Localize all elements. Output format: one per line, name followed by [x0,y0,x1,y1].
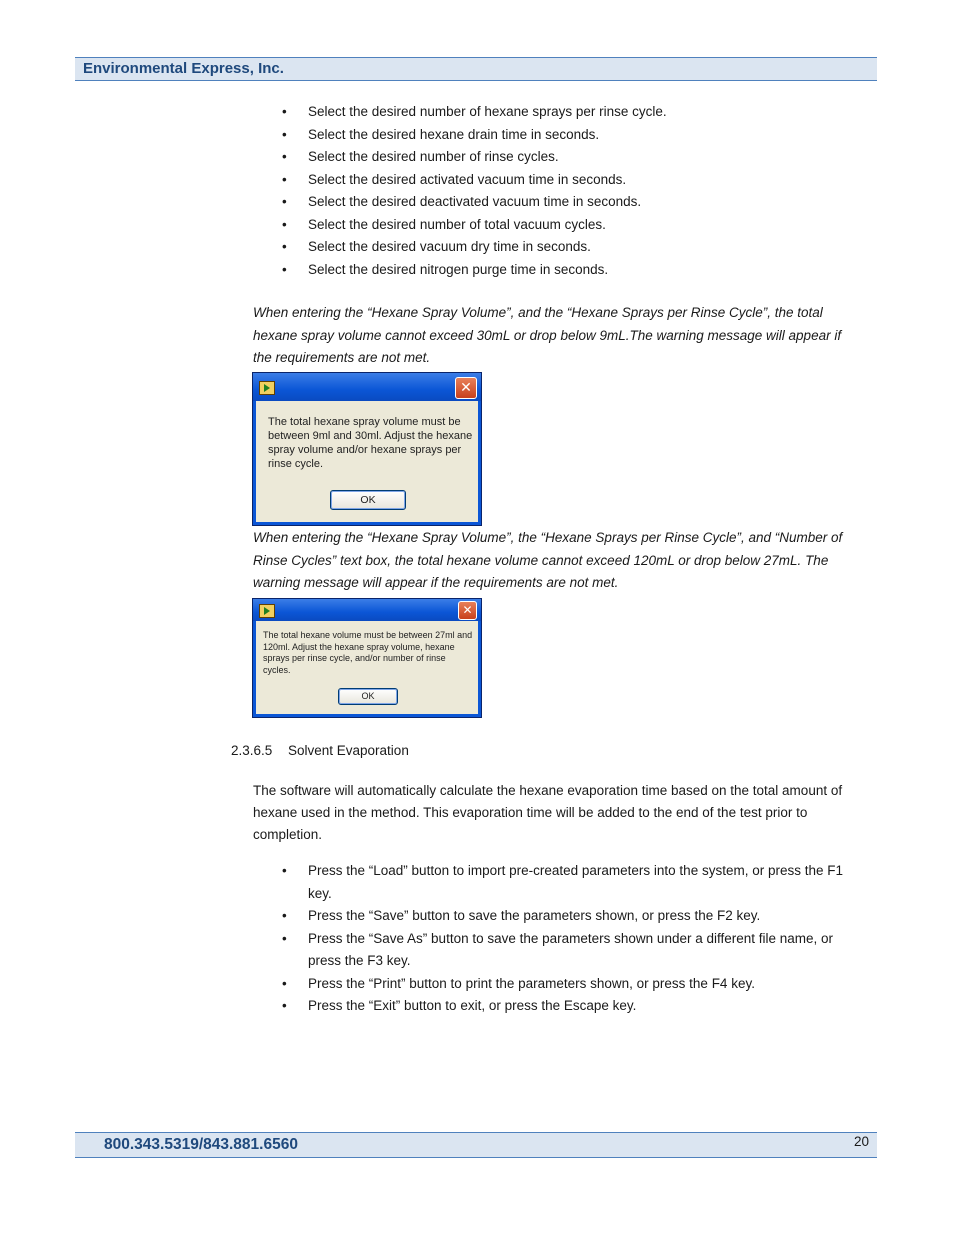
page-footer [75,1132,877,1158]
evaporation-paragraph: The software will automatically calculate the hexane evaporation time based on the total amount of hexane used in the method. This evaporation time will be added to the end of the test prior to completion. [253,783,843,842]
list-item: • Select the desired vacuum dry time in seconds. [282,236,762,259]
dialog-body [253,401,481,525]
close-icon[interactable]: ✕ [458,601,477,620]
dialog-body [253,621,481,717]
list-item: • Press the “Exit” button to exit, or press the Escape key. [282,995,862,1018]
total-volume-warning-dialog [252,598,482,718]
list-item: • Select the desired activated vacuum time in seconds. [282,169,762,192]
total-volume-note: When entering the “Hexane Spray Volume”, the “Hexane Sprays per Rinse Cycle”, and “Number of Rinse Cycles” text box, the total hexane volume cannot exceed 120mL or drop below 27mL. The warning message will appear if the requirements are not met. [253,530,843,590]
page-number: 20 [853,1134,869,1149]
page-header [75,57,877,81]
list-item: • Select the desired hexane drain time in seconds. [282,124,762,147]
company-name: Environmental Express, Inc. [83,60,284,77]
list-item: • Select the desired nitrogen purge time in seconds. [282,259,762,282]
dialog-titlebar [253,373,481,401]
close-icon[interactable]: ✕ [455,377,477,399]
list-item: • Press the “Load” button to import pre-created parameters into the system, or press the F1 key. [282,860,862,905]
footer-phone: 800.343.5319/843.881.6560 [104,1136,298,1153]
labview-app-icon [259,381,275,395]
parameter-bullet-list [282,101,762,281]
list-item: • Select the desired number of hexane sprays per rinse cycle. [282,101,762,124]
section-heading [231,743,409,758]
labview-app-icon [259,604,275,618]
ok-button[interactable]: OK [330,490,406,510]
list-item: • Select the desired number of rinse cycles. [282,146,762,169]
list-item: • Press the “Print” button to print the parameters shown, or press the F4 key. [282,973,862,996]
dialog-titlebar [253,599,481,621]
list-item: • Select the desired number of total vacuum cycles. [282,214,762,237]
list-item: • Press the “Save As” button to save the parameters shown under a different file name, or press the F3 key. [282,928,862,973]
list-item: • Select the desired deactivated vacuum time in seconds. [282,191,762,214]
dialog-message: The total hexane volume must be between 27ml and 120ml. Adjust the hexane spray volume, hexane sprays per rinse cycle, and/or number of rinse cycles. [263,630,473,675]
section-title: Solvent Evaporation [288,743,409,758]
button-bullet-list [282,860,862,1018]
ok-button[interactable]: OK [338,688,398,705]
list-item: • Press the “Save” button to save the parameters shown, or press the F2 key. [282,905,862,928]
spray-volume-note: When entering the “Hexane Spray Volume”, and the “Hexane Sprays per Rinse Cycle”, the total hexane spray volume cannot exceed 30mL or drop below 9mL.The warning message will appear if the requirements are not met. [253,305,842,365]
section-number: 2.3.6.5 [231,743,273,758]
spray-volume-warning-dialog [252,372,482,526]
dialog-message: The total hexane spray volume must be between 9ml and 30ml. Adjust the hexane spray volume and/or hexane sprays per rinse cycle. [268,416,473,470]
